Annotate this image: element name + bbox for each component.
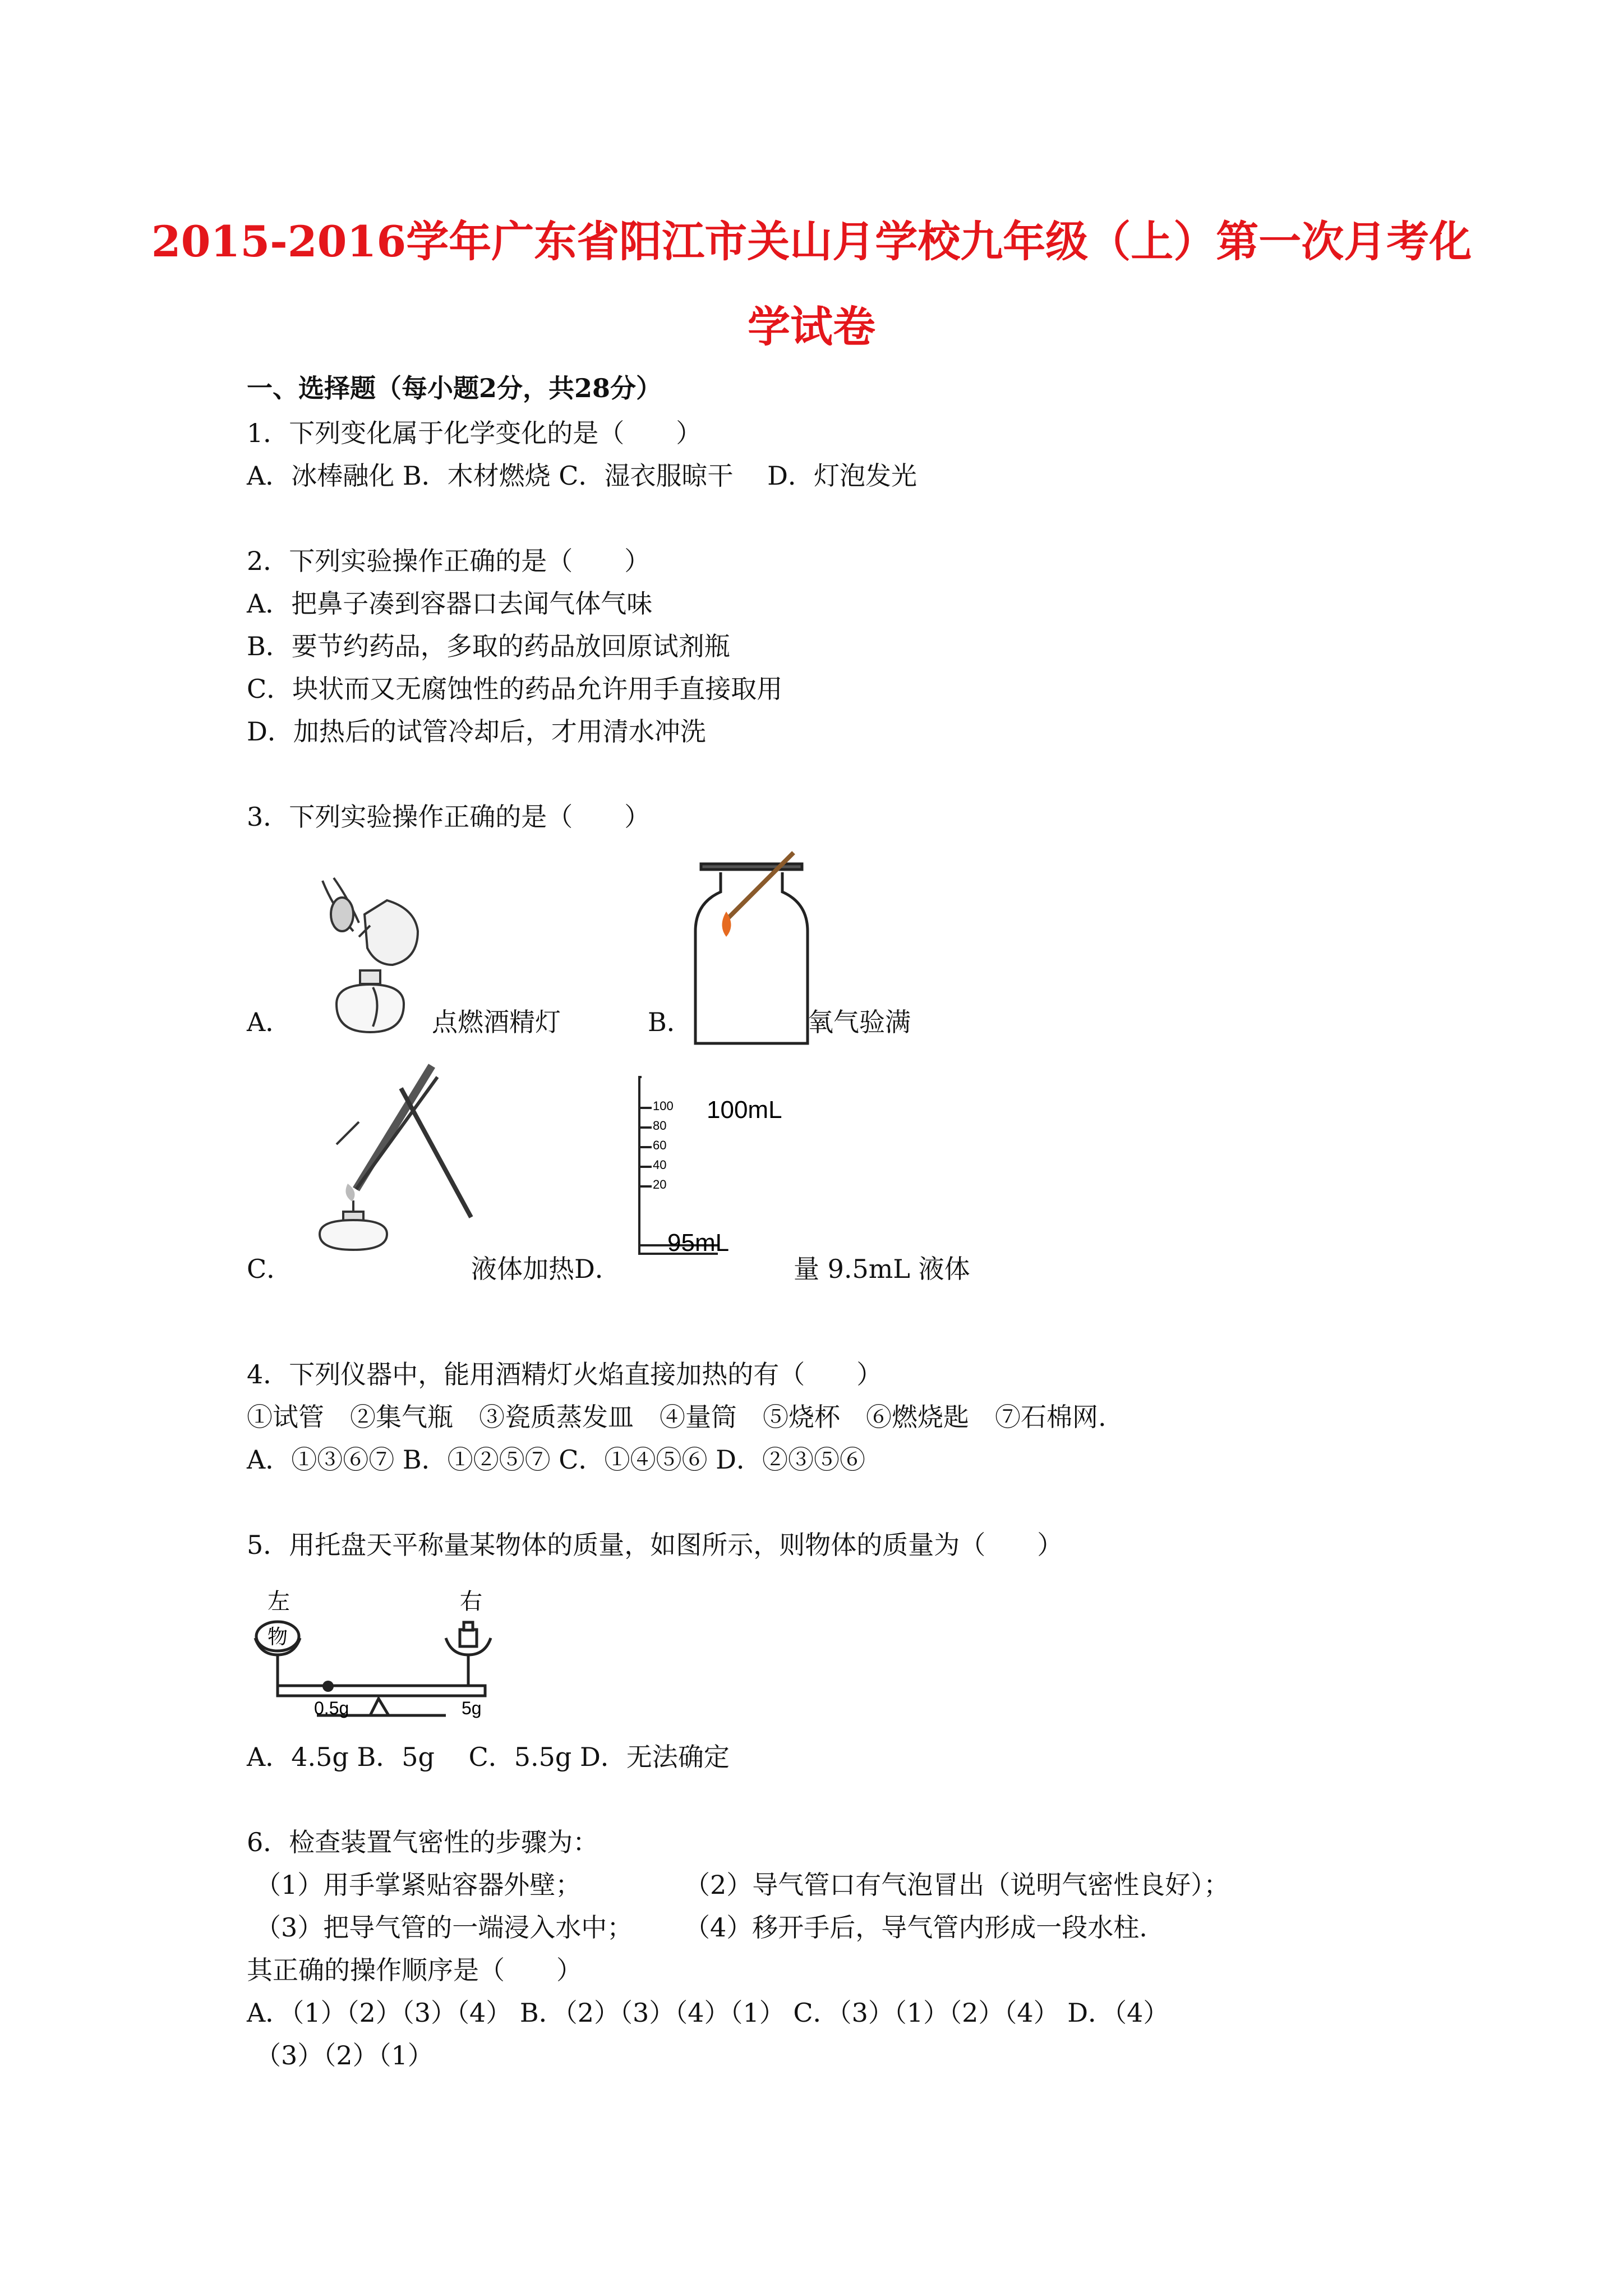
cylinder-tick-label-60: 60 bbox=[653, 1138, 667, 1152]
q6-step-4: （4）移开手后，导气管内形成一段水柱. bbox=[684, 1912, 1147, 1943]
balance-left-label: 左 bbox=[268, 1589, 290, 1614]
q3-option-d-caption: 量 9.5mL 液体 bbox=[794, 1254, 970, 1284]
q2-option-b: B．要节约药品，多取的药品放回原试剂瓶 bbox=[247, 631, 730, 661]
balance-figure bbox=[244, 1576, 536, 1722]
q4-items: ①试管 ②集气瓶 ③瓷质蒸发皿 ④量筒 ⑤烧杯 ⑥燃烧匙 ⑦石棉网. bbox=[247, 1402, 1106, 1432]
cylinder-tick-label-80: 80 bbox=[653, 1119, 667, 1133]
cylinder-tick-label-20: 20 bbox=[653, 1177, 667, 1191]
q2-stem: 2．下列实验操作正确的是（ ） bbox=[247, 546, 651, 576]
q3-option-a-letter: A． bbox=[247, 1007, 292, 1037]
q4-options: A．①③⑥⑦ B．①②⑤⑦ C．①④⑤⑥ D．②③⑤⑥ bbox=[247, 1444, 865, 1475]
q6-stem: 6．检查装置气密性的步骤为： bbox=[247, 1827, 599, 1857]
balance-right-label: 右 bbox=[460, 1589, 482, 1614]
section-heading: 一、选择题（每小题2分，共28分） bbox=[247, 373, 662, 403]
balance-weight-label: 5g bbox=[462, 1698, 482, 1718]
graduated-cylinder-figure bbox=[634, 1074, 791, 1265]
oxygen-test-figure bbox=[690, 847, 819, 1049]
balance-rider-label: 0.5g bbox=[314, 1698, 349, 1718]
q6-order-question: 其正确的操作顺序是（ ） bbox=[247, 1955, 582, 1985]
cylinder-top-label: 100mL bbox=[707, 1096, 782, 1124]
q3-option-c-caption: 液体加热D． bbox=[471, 1254, 621, 1284]
exam-title-line2: 学试卷 bbox=[748, 302, 875, 352]
q2-option-c: C．块状而又无腐蚀性的药品允许用手直接取用 bbox=[247, 674, 783, 704]
q3-option-a-caption: 点燃酒精灯 bbox=[432, 1007, 561, 1037]
q5-stem: 5．用托盘天平称量某物体的质量，如图所示，则物体的质量为（ ） bbox=[247, 1530, 1063, 1560]
q2-option-d: D．加热后的试管冷却后，才用清水冲洗 bbox=[247, 716, 706, 747]
q3-option-b-letter: B． bbox=[648, 1007, 693, 1037]
q6-step-3: （3）把导气管的一端浸入水中； bbox=[255, 1912, 633, 1943]
q2-option-a: A．把鼻子凑到容器口去闻气体气味 bbox=[247, 588, 653, 619]
q6-step-2: （2）导气管口有气泡冒出（说明气密性良好）； bbox=[684, 1870, 1230, 1900]
q3-option-b-caption: 氧气验满 bbox=[808, 1007, 911, 1037]
q1-stem: 1．下列变化属于化学变化的是（ ） bbox=[247, 418, 702, 448]
cylinder-tick-label-100: 100 bbox=[653, 1099, 674, 1113]
q6-options-continued: （3）（2）（1） bbox=[255, 2040, 434, 2070]
q3-stem: 3．下列实验操作正确的是（ ） bbox=[247, 802, 651, 832]
cylinder-bottom-label: 95mL bbox=[667, 1229, 730, 1257]
liquid-heating-figure bbox=[303, 1055, 482, 1251]
q4-stem: 4．下列仪器中，能用酒精灯火焰直接加热的有（ ） bbox=[247, 1359, 883, 1389]
balance-object-label: 物 bbox=[268, 1625, 288, 1648]
exam-title-line1: 2015-2016学年广东省阳江市关山月学校九年级（上）第一次月考化 bbox=[151, 217, 1472, 266]
q5-options: A．4.5g B．5g C．5.5g D．无法确定 bbox=[247, 1742, 730, 1772]
q1-options: A．冰棒融化 B．木材燃烧 C．湿衣服晾干 D．灯泡发光 bbox=[247, 461, 917, 491]
q6-options: A．（1）（2）（3）（4） B．（2）（3）（4）（1） C．（3）（1）（2）（4） D．（4） bbox=[247, 1998, 1169, 2028]
q3-option-c-letter: C． bbox=[247, 1254, 293, 1284]
alcohol-lamp-lighting-figure bbox=[303, 869, 437, 1043]
cylinder-tick-label-40: 40 bbox=[653, 1158, 667, 1172]
q6-step-1: （1）用手掌紧贴容器外壁； bbox=[255, 1870, 582, 1900]
